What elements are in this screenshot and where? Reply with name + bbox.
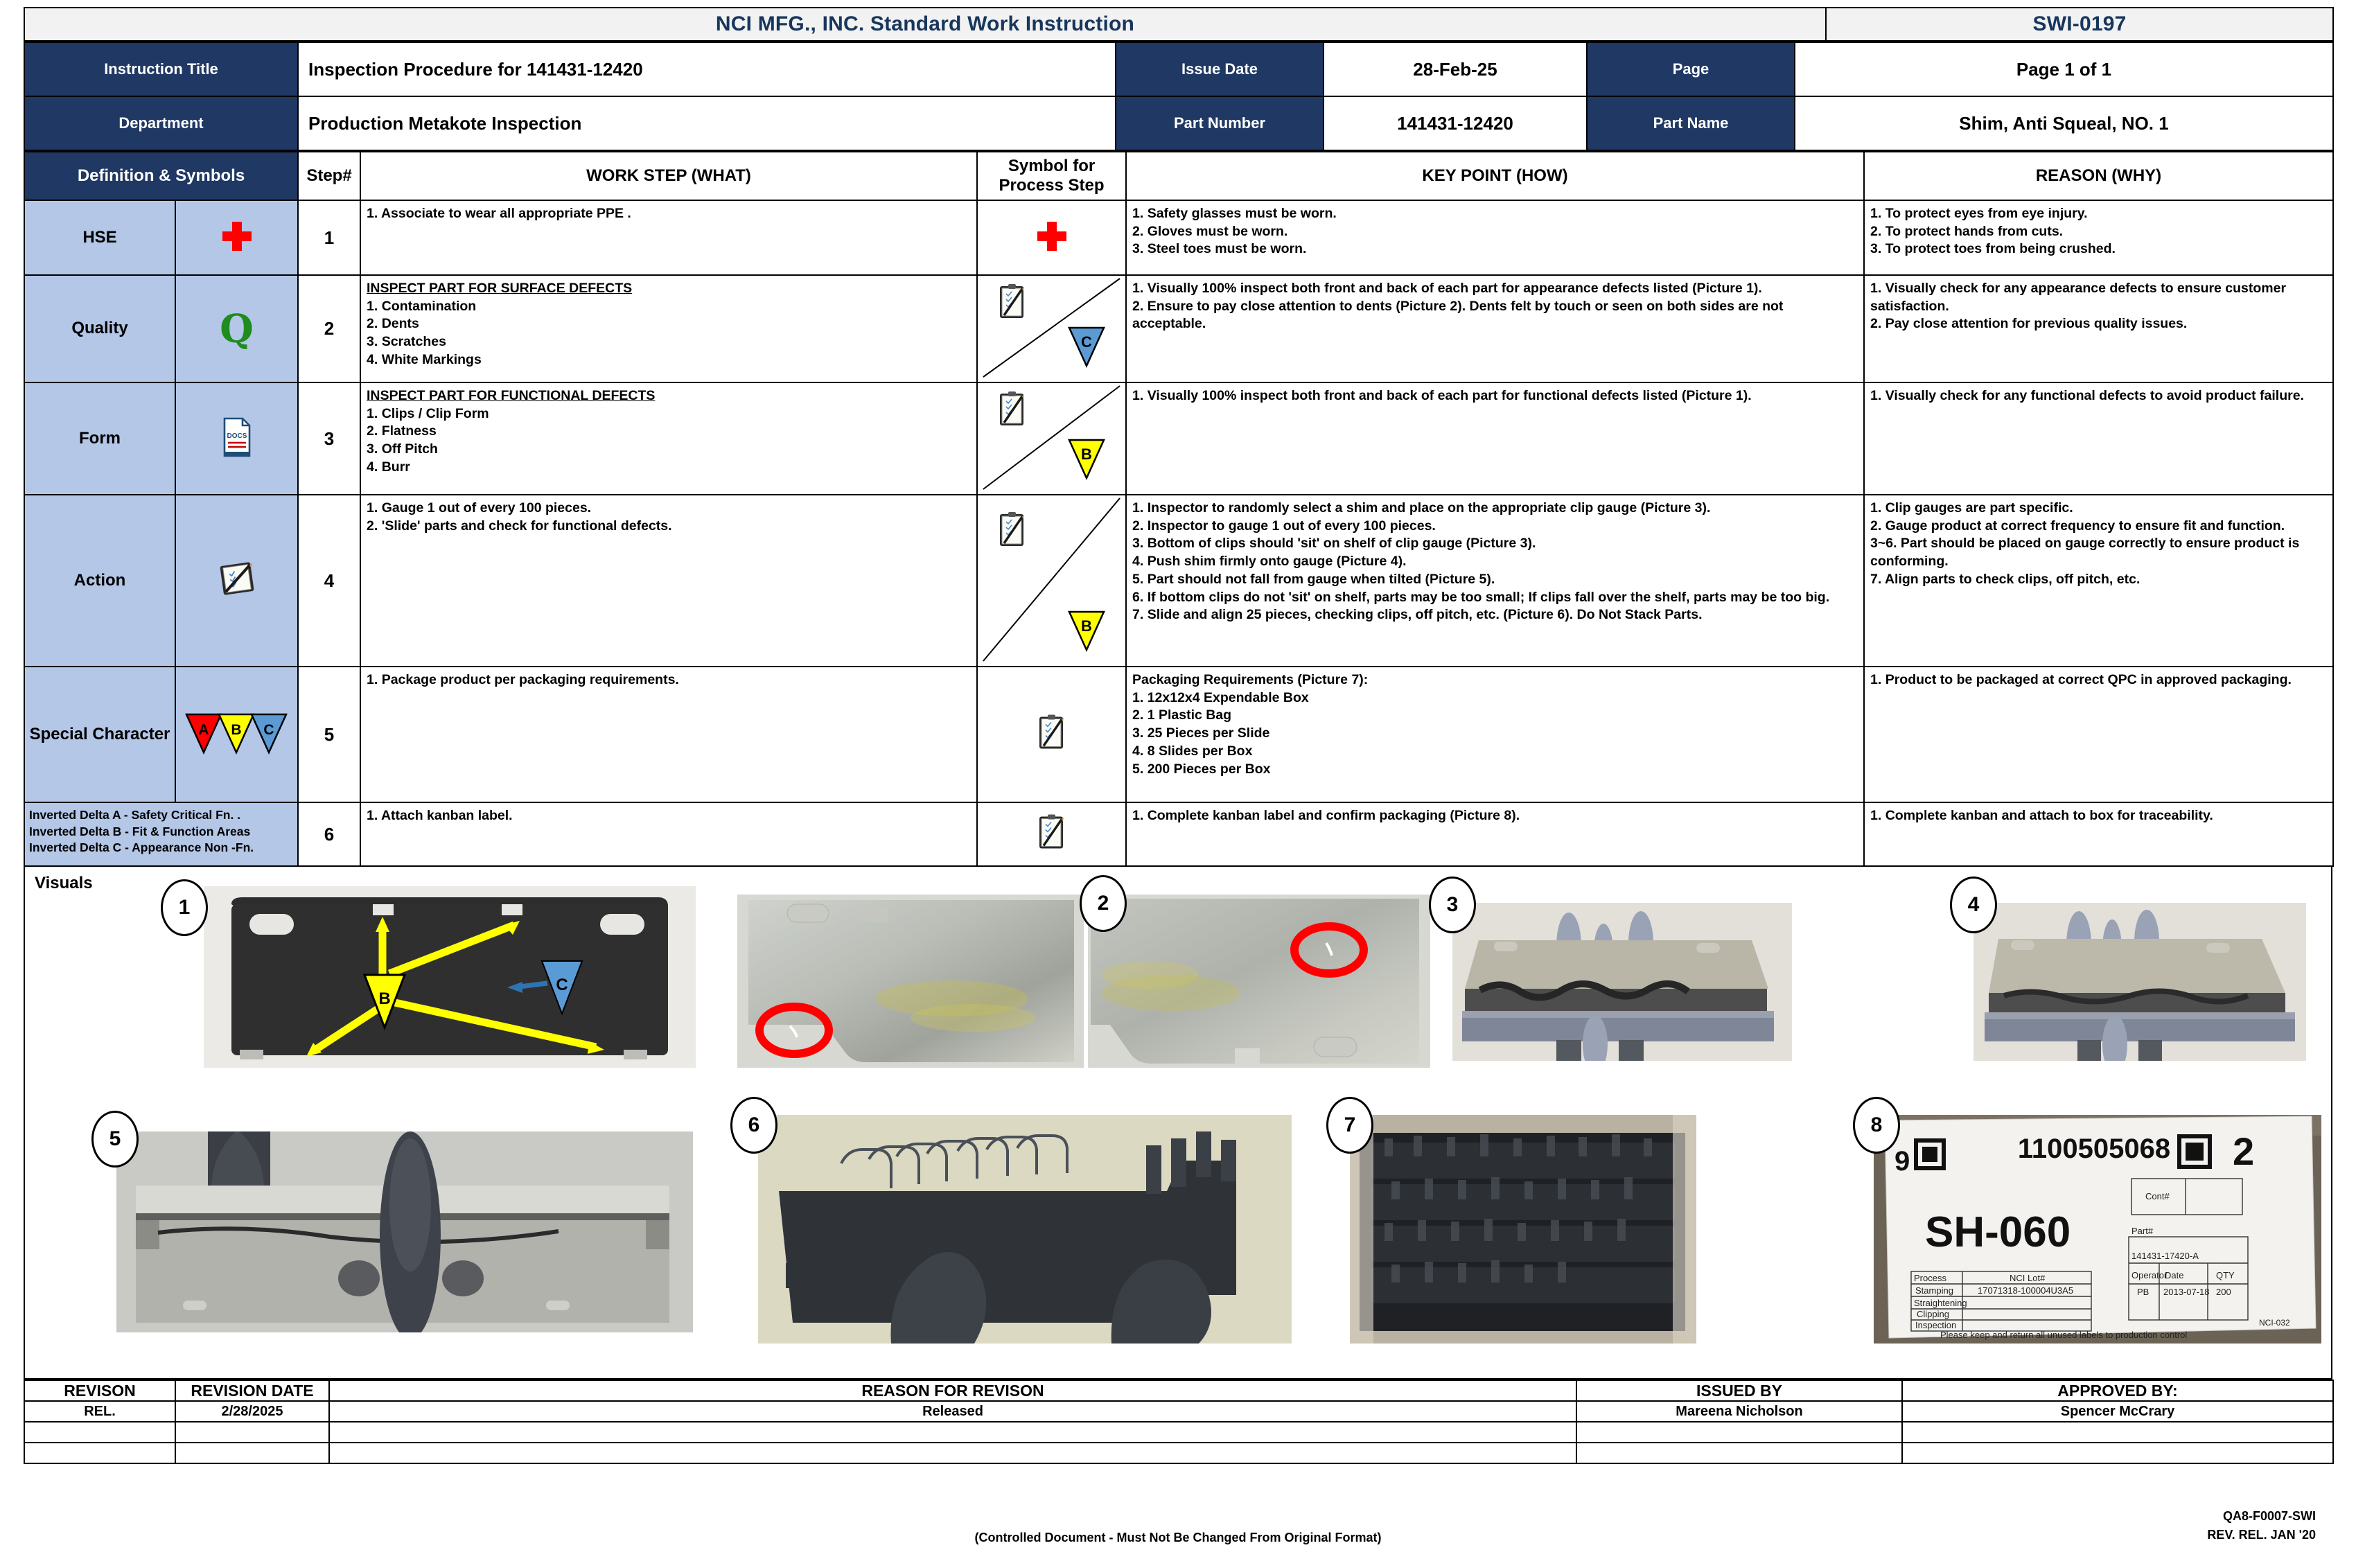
key-point-cell	[1126, 275, 1864, 382]
key-point-line: 5. Part should not fall from gauge when tilted (Picture 5).	[1132, 571, 1495, 587]
photo-4-push-shim-onto-gauge	[1973, 903, 2306, 1061]
docs-document-icon	[219, 416, 255, 459]
key-point-cell	[1126, 802, 1864, 866]
work-step-row	[24, 200, 2333, 275]
red-cross-icon	[1037, 222, 1066, 251]
key-point-cell	[1126, 382, 1864, 495]
reason-cell	[1864, 802, 2333, 866]
key-point-line: 6. If bottom clips do not 'sit' on shelf, parts may be too small; If clips fall over the shelf, parts may be too big.	[1132, 589, 1830, 605]
definition-name-special-character	[24, 667, 175, 802]
svg-text:Straightening: Straightening	[1914, 1298, 1967, 1308]
revision-table	[24, 1380, 2334, 1464]
key-point-line: 5. 200 Pieces per Box	[1132, 761, 1271, 777]
kanban-operator-value: PB	[2137, 1287, 2150, 1297]
definition-symbol-action	[175, 495, 298, 667]
revision-cell: Spencer McCrary	[1902, 1401, 2333, 1422]
revision-cell: 2/28/2025	[175, 1401, 329, 1422]
special-character-abc-icon	[185, 712, 289, 755]
revision-row	[24, 1401, 2333, 1422]
key-point-line: 1. 12x12x4 Expendable Box	[1132, 689, 1309, 705]
col-header-step: Step#	[298, 152, 360, 200]
kanban-operator-label: Operator	[2131, 1270, 2168, 1280]
reason-line: 1. Clip gauges are part specific.	[1870, 500, 2073, 516]
visuals-section	[24, 867, 2332, 1380]
reason-line: 2. Gauge product at correct frequency to ensure fit and function.	[1870, 518, 2285, 534]
key-point-line: 1. Inspector to randomly select a shim and place on the appropriate clip gauge (Picture 3).	[1132, 500, 1711, 516]
definition-symbol-hse	[175, 200, 298, 275]
part-name-value: Shim, Anti Squeal, NO. 1	[1795, 96, 2333, 150]
form-code-block	[2207, 1507, 2316, 1544]
process-symbol-cell	[977, 802, 1126, 866]
svg-text:C: C	[1081, 333, 1092, 351]
revision-col-header: REVISION DATE	[175, 1380, 329, 1401]
document-number: SWI-0197	[1826, 8, 2333, 41]
department-label: Department	[24, 96, 298, 150]
work-step-cell	[360, 382, 977, 495]
legend-line: Inverted Delta B - Fit & Function Areas	[29, 824, 251, 838]
work-step-row	[24, 382, 2333, 495]
clipboard-pencil-icon	[1035, 813, 1069, 856]
definition-legend	[24, 802, 298, 866]
clipboard-pencil-icon	[996, 390, 1029, 432]
work-step-cell	[360, 200, 977, 275]
key-point-line: 2. Ensure to pay close attention to dents (Picture 2). Dents felt by touch or seen on both sides are not acceptable.	[1132, 298, 1784, 332]
photo-callout-4: 4	[1950, 877, 1997, 933]
revision-cell	[175, 1422, 329, 1443]
work-instruction-table	[24, 151, 2334, 867]
revision-col-header: APPROVED BY:	[1902, 1380, 2333, 1401]
reason-line: 1. Product to be packaged at correct QPC in approved packaging.	[1870, 672, 2292, 687]
reason-line: 3~6. Part should be placed on gauge correctly to ensure product is conforming.	[1870, 536, 2300, 570]
issue-date-value: 28-Feb-25	[1324, 42, 1587, 96]
form-code: QA8-F0007-SWI	[2222, 1509, 2316, 1523]
photo-2a-dent-front	[737, 895, 1084, 1068]
title-bar-table	[24, 7, 2334, 42]
photo-callout-5: 5	[91, 1111, 139, 1168]
photo-callout-3: 3	[1429, 877, 1476, 933]
key-point-line: 3. Steel toes must be worn.	[1132, 241, 1307, 257]
clipboard-pencil-icon	[996, 283, 1029, 325]
svg-text:Clipping: Clipping	[1917, 1309, 1949, 1319]
key-point-line: 1. Safety glasses must be worn.	[1132, 206, 1337, 221]
visuals-label: Visuals	[35, 874, 93, 892]
legend-line: Inverted Delta A - Safety Critical Fn. .	[29, 808, 241, 822]
reason-cell	[1864, 382, 2333, 495]
kanban-date-value: 2013-07-18	[2163, 1287, 2210, 1297]
reason-line: 1. Visually check for any functional defects to avoid product failure.	[1870, 388, 2304, 403]
work-step-line: 4. White Markings	[367, 351, 482, 367]
definition-name-hse: HSE	[24, 200, 175, 275]
work-step-header: INSPECT PART FOR SURFACE DEFECTS	[367, 281, 633, 296]
work-step-row	[24, 495, 2333, 667]
revision-row	[24, 1422, 2333, 1443]
work-step-row	[24, 802, 2333, 866]
svg-text:9: 9	[1895, 1146, 1910, 1177]
kanban-footer-note: Please keep and return all unused labels to production control	[1940, 1330, 2188, 1340]
clipboard-pencil-icon	[216, 560, 258, 599]
special-character-b-icon	[1067, 609, 1106, 655]
definition-symbol-special-character	[175, 667, 298, 802]
reason-line: 2. To protect hands from cuts.	[1870, 223, 2064, 239]
photo-callout-2: 2	[1080, 875, 1127, 932]
svg-text:B: B	[1081, 446, 1092, 463]
key-point-line: 2. Gloves must be worn.	[1132, 223, 1288, 239]
kanban-date-label: Date	[2165, 1270, 2184, 1280]
key-point-line: 7. Slide and align 25 pieces, checking clips, off pitch, etc. (Picture 6). Do Not Stack Parts.	[1132, 607, 1703, 623]
kanban-part-value: 141431-17420-A	[2131, 1251, 2199, 1261]
photo-callout-8: 8	[1853, 1097, 1900, 1154]
key-point-line: 4. Push shim firmly onto gauge (Picture 4).	[1132, 554, 1407, 570]
process-symbol-cell	[977, 495, 1126, 667]
revision-cell: Mareena Nicholson	[1576, 1401, 1902, 1422]
key-point-line: 4. 8 Slides per Box	[1132, 743, 1253, 759]
kanban-barcode-number: 1100505068	[2017, 1134, 2171, 1164]
definition-name-quality: Quality	[24, 275, 175, 382]
work-step-line: 1. Package product per packaging requirements.	[367, 672, 679, 687]
work-step-row	[24, 667, 2333, 802]
key-point-header: Packaging Requirements (Picture 7):	[1132, 672, 1369, 687]
revision-cell	[1902, 1443, 2333, 1463]
revision-cell: Released	[329, 1401, 1576, 1422]
reason-cell	[1864, 275, 2333, 382]
part-number-label: Part Number	[1116, 96, 1324, 150]
part-number-value: 141431-12420	[1324, 96, 1587, 150]
col-header-reason: REASON (WHY)	[1864, 152, 2333, 200]
step-number: 5	[298, 667, 360, 802]
process-symbol-cell	[977, 275, 1126, 382]
revision-row	[24, 1443, 2333, 1463]
work-step-line: 1. Contamination	[367, 298, 477, 314]
reason-line: 1. Complete kanban and attach to box for traceability.	[1870, 808, 2213, 823]
kanban-cont-label: Cont#	[2145, 1191, 2170, 1201]
kanban-qty-value: 200	[2216, 1287, 2231, 1297]
svg-text:Inspection: Inspection	[1915, 1320, 1957, 1330]
revision-cell	[24, 1443, 175, 1463]
kanban-corner-number: 2	[2233, 1129, 2255, 1173]
kanban-lot-label: NCI Lot#	[2010, 1273, 2046, 1283]
svg-text:DOCS: DOCS	[227, 432, 247, 440]
reason-line: 3. To protect toes from being crushed.	[1870, 241, 2116, 257]
definition-name-form: Form	[24, 382, 175, 495]
red-cross-icon	[222, 222, 252, 251]
work-step-cell	[360, 667, 977, 802]
process-symbol-cell	[977, 200, 1126, 275]
document-title: NCI MFG., INC. Standard Work Instruction	[24, 8, 1826, 41]
revision-header-row	[24, 1380, 2333, 1401]
key-point-cell	[1126, 200, 1864, 275]
reason-cell	[1864, 200, 2333, 275]
key-point-line: 1. Visually 100% inspect both front and back of each part for functional defects listed (Picture 1).	[1132, 388, 1752, 403]
special-character-c-icon	[1067, 325, 1106, 371]
reason-cell	[1864, 667, 2333, 802]
work-step-line: 1. Associate to wear all appropriate PPE .	[367, 206, 631, 221]
kanban-big-code: SH-060	[1925, 1208, 2071, 1256]
definition-label: Special Character	[29, 724, 170, 743]
department-value: Production Metakote Inspection	[298, 96, 1116, 150]
page-label: Page	[1587, 42, 1795, 96]
work-step-cell	[360, 275, 977, 382]
revision-col-header: ISSUED BY	[1576, 1380, 1902, 1401]
part-name-label: Part Name	[1587, 96, 1795, 150]
key-point-line: 1. Visually 100% inspect both front and back of each part for appearance defects listed (Picture 1).	[1132, 281, 1762, 296]
step-number: 4	[298, 495, 360, 667]
revision-col-header: REVISON	[24, 1380, 175, 1401]
kanban-lot-value: 17071318-100004U3A5	[1978, 1285, 2074, 1296]
photo-6-slide-align-parts	[758, 1115, 1292, 1344]
special-character-b-icon	[1067, 437, 1106, 484]
step-number: 2	[298, 275, 360, 382]
kanban-process-label: Process	[1914, 1273, 1946, 1283]
work-step-line: 1. Gauge 1 out of every 100 pieces.	[367, 500, 592, 516]
work-step-line: 3. Off Pitch	[367, 441, 438, 457]
col-header-symbol: Symbol for Process Step	[977, 152, 1126, 200]
revision-cell	[329, 1422, 1576, 1443]
step-number: 3	[298, 382, 360, 495]
form-revision: REV. REL. JAN '20	[2207, 1528, 2316, 1542]
svg-text:B: B	[230, 721, 242, 738]
quality-q-icon: Q	[220, 306, 254, 352]
process-symbol-cell	[977, 382, 1126, 495]
instruction-title-value: Inspection Procedure for 141431-12420	[298, 42, 1116, 96]
revision-col-header: REASON FOR REVISON	[329, 1380, 1576, 1401]
revision-cell	[329, 1443, 1576, 1463]
work-step-header: INSPECT PART FOR FUNCTIONAL DEFECTS	[367, 388, 656, 403]
svg-text:C: C	[556, 976, 568, 994]
reason-line: 2. Pay close attention for previous quality issues.	[1870, 316, 2188, 332]
reason-line: 1. To protect eyes from eye injury.	[1870, 206, 2088, 221]
process-symbol-cell	[977, 667, 1126, 802]
definition-symbol-quality	[175, 275, 298, 382]
kanban-form-code: NCI-032	[2259, 1318, 2290, 1328]
revision-cell	[1576, 1422, 1902, 1443]
legend-line: Inverted Delta C - Appearance Non -Fn.	[29, 840, 254, 855]
revision-cell	[1576, 1443, 1902, 1463]
photo-8-kanban-label	[1874, 1115, 2321, 1344]
work-step-line: 1. Clips / Clip Form	[367, 405, 489, 421]
clipboard-pencil-icon	[996, 511, 1029, 553]
work-step-line: 2. 'Slide' parts and check for functional defects.	[367, 518, 672, 534]
step-number: 1	[298, 200, 360, 275]
revision-cell: REL.	[24, 1401, 175, 1422]
photo-7-packaged-box	[1350, 1115, 1696, 1344]
work-step-cell	[360, 495, 977, 667]
step-number: 6	[298, 802, 360, 866]
key-point-cell	[1126, 667, 1864, 802]
revision-cell	[175, 1443, 329, 1463]
photo-callout-7: 7	[1326, 1097, 1373, 1154]
photo-callout-6: 6	[730, 1097, 777, 1154]
page-footer	[24, 1464, 2332, 1568]
key-point-line: 3. Bottom of clips should 'sit' on shelf of clip gauge (Picture 3).	[1132, 536, 1536, 552]
key-point-line: 2. Inspector to gauge 1 out of every 100 pieces.	[1132, 518, 1436, 534]
header-meta-table	[24, 42, 2334, 151]
revision-cell	[24, 1422, 175, 1443]
definition-symbol-form	[175, 382, 298, 495]
key-point-line: 1. Complete kanban label and confirm packaging (Picture 8).	[1132, 808, 1520, 823]
work-step-row	[24, 275, 2333, 382]
svg-text:Stamping: Stamping	[1915, 1285, 1953, 1296]
svg-text:A: A	[197, 721, 209, 738]
page-value: Page 1 of 1	[1795, 42, 2333, 96]
reason-line: 7. Align parts to check clips, off pitch, etc.	[1870, 571, 2140, 587]
kanban-part-label: Part#	[2131, 1226, 2154, 1236]
reason-cell	[1864, 495, 2333, 667]
svg-text:C: C	[263, 721, 274, 738]
svg-text:B: B	[378, 989, 391, 1008]
photo-5-tilt-test	[116, 1131, 693, 1332]
work-step-cell	[360, 802, 977, 866]
definition-name-action: Action	[24, 495, 175, 667]
work-step-line: 1. Attach kanban label.	[367, 808, 513, 823]
key-point-line: 3. 25 Pieces per Slide	[1132, 725, 1270, 741]
kanban-qty-label: QTY	[2216, 1270, 2235, 1280]
work-step-line: 4. Burr	[367, 459, 410, 475]
issue-date-label: Issue Date	[1116, 42, 1324, 96]
reason-line: 1. Visually check for any appearance defects to ensure customer satisfaction.	[1870, 281, 2287, 314]
work-step-line: 2. Dents	[367, 316, 419, 332]
photo-2b-dent-back	[1088, 895, 1430, 1068]
instruction-title-label: Instruction Title	[24, 42, 298, 96]
col-header-work-step: WORK STEP (WHAT)	[360, 152, 977, 200]
clipboard-pencil-icon	[1035, 714, 1069, 756]
key-point-cell	[1126, 495, 1864, 667]
photo-3-clip-gauge-seated	[1452, 903, 1792, 1061]
col-header-key-point: KEY POINT (HOW)	[1126, 152, 1864, 200]
work-step-line: 3. Scratches	[367, 334, 446, 350]
photo-1-part-overview	[204, 886, 696, 1068]
revision-cell	[1902, 1422, 2333, 1443]
col-header-definition: Definition & Symbols	[24, 152, 298, 200]
work-step-line: 2. Flatness	[367, 423, 437, 439]
controlled-document-note: (Controlled Document - Must Not Be Changed From Original Format)	[974, 1531, 1382, 1544]
svg-text:B: B	[1081, 617, 1092, 635]
photo-callout-1: 1	[161, 879, 208, 936]
key-point-line: 2. 1 Plastic Bag	[1132, 707, 1232, 723]
